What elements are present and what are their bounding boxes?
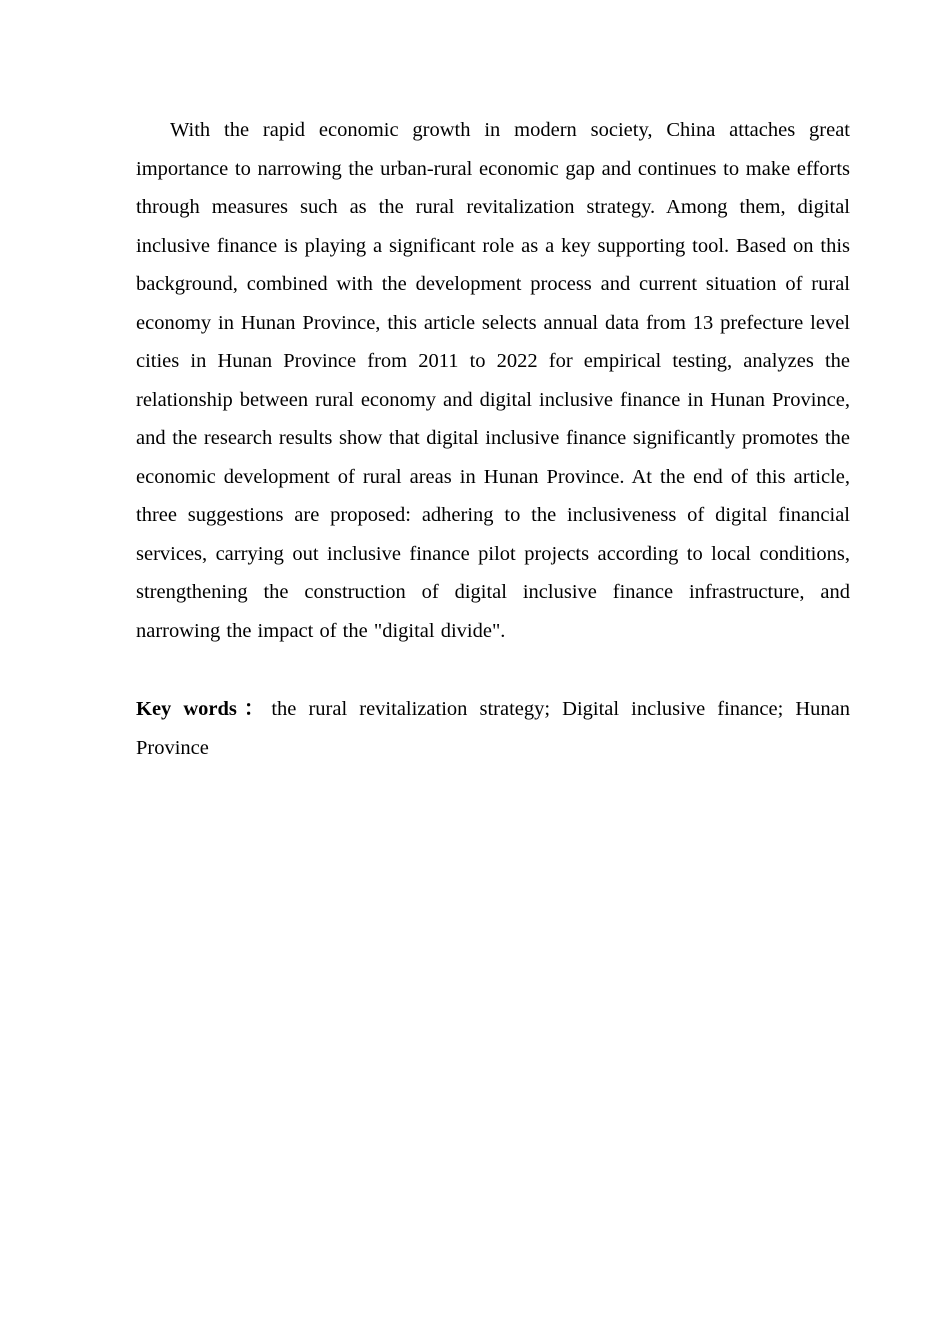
keywords-text: the rural revitalization strategy; Digital inclusive finance; Hunan Province (136, 698, 851, 759)
keywords-separator: ： (236, 698, 272, 720)
abstract-paragraph: With the rapid economic growth in modern society, China attaches great importance to narrowing the urban-rural economic gap and continues to make efforts through measures such as the rural revitalization strategy. Among them, digital inclusive finance is playing a significant role as a key supporting tool. Based on this background, combined with the development process and current situation of rural economy in Hunan Province, this article selects annual data from 13 prefecture level cities in Hunan Province from 2011 to 2022 for empirical testing, analyzes the relationship between rural economy and digital inclusive finance in Hunan Province, and the research results show that digital inclusive finance significantly promotes the economic development of rural areas in Hunan Province. At the end of this article, three suggestions are proposed: adhering to the inclusiveness of digital financial services, carrying out inclusive finance pilot projects according to local conditions, strengthening the construction of digital inclusive finance infrastructure, and narrowing the impact of the "digital divide". (136, 119, 850, 642)
keywords-line (136, 690, 850, 767)
keywords-label: Key words (136, 698, 237, 720)
abstract-section (136, 111, 850, 767)
